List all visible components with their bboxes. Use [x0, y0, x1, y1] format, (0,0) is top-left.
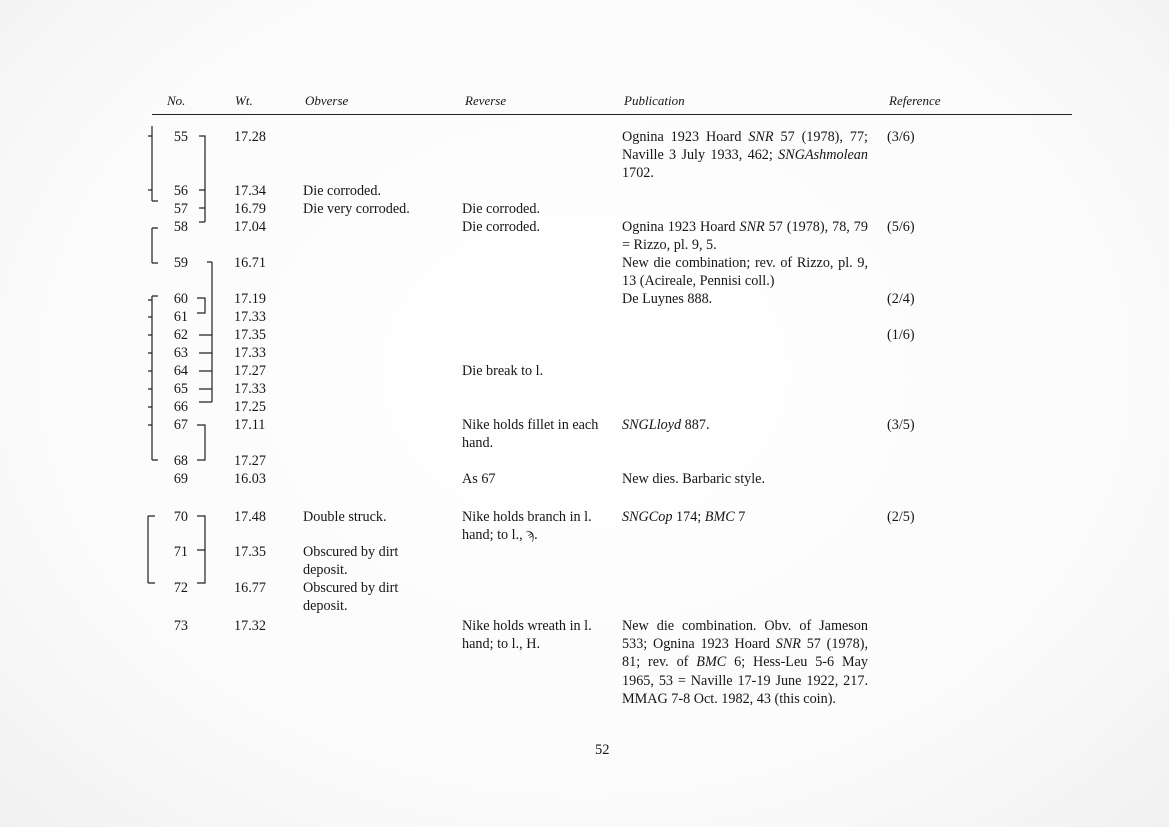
- entry-obverse: Obscured by dirt deposit.: [303, 580, 399, 615]
- entry-number: 61: [173, 309, 188, 325]
- header-publication: Publication: [624, 93, 685, 108]
- entry-weight: 17.19: [234, 291, 266, 307]
- entry-obverse: Die very corroded.: [303, 201, 410, 217]
- entry-number: 62: [173, 327, 188, 343]
- entry-number: 55: [173, 129, 188, 145]
- publication-segment: 7: [734, 509, 746, 525]
- entry-number: 70: [173, 509, 188, 525]
- entry-weight: 17.04: [234, 219, 266, 235]
- publication-segment: SNR: [748, 129, 774, 145]
- entry-weight: 17.27: [234, 453, 266, 469]
- entry-weight: 16.79: [234, 201, 266, 217]
- entry-weight: 17.33: [234, 309, 266, 325]
- publication-segment: New dies. Barbaric style.: [622, 471, 766, 487]
- publication-segment: New die combination; rev. of Rizzo, pl. 9, 13 (Acireale, Pennisi coll.): [622, 255, 868, 290]
- bracket-right-67-68: [197, 425, 205, 460]
- entry-number: 65: [173, 381, 188, 397]
- bracket-left-60-68: [148, 296, 158, 460]
- entry-weight: 17.33: [234, 381, 266, 397]
- entry-weight: 17.25: [234, 399, 266, 415]
- publication-segment: 887.: [681, 417, 710, 433]
- entry-reference: (3/6): [887, 129, 915, 145]
- entry-obverse: Obscured by dirt deposit.: [303, 544, 399, 579]
- entry-reverse: Nike holds wreath in l. hand; to l., H.: [462, 618, 592, 653]
- entry-reverse: Nike holds fillet in each hand.: [462, 417, 599, 452]
- entry-number: 63: [173, 345, 188, 361]
- publication-segment: SNGCop: [622, 509, 673, 525]
- bracket-right-60-61: [197, 298, 205, 313]
- entry-reverse: Die corroded.: [462, 219, 540, 235]
- publication-segment: De Luynes 888.: [622, 291, 713, 307]
- publication-segment: SNR: [739, 219, 765, 235]
- publication-segment: SNGLloyd: [622, 417, 682, 433]
- entry-reference: (1/6): [887, 327, 915, 343]
- entry-number: 71: [173, 544, 188, 560]
- bracket-right-55-58: [199, 136, 205, 222]
- entry-weight: 17.33: [234, 345, 266, 361]
- bracket-right-70-72: [197, 516, 205, 583]
- bracket-right-59-66: [199, 262, 212, 402]
- entry-number: 56: [173, 183, 188, 199]
- entry-obverse: Die corroded.: [303, 183, 381, 199]
- publication-segment: Ognina 1923 Hoard: [622, 129, 749, 145]
- publication-segment: SNR: [775, 636, 801, 653]
- entry-obverse: Double struck.: [303, 509, 387, 525]
- publication-segment: SNGAshmolean: [778, 147, 868, 164]
- entry-number: 72: [173, 580, 188, 596]
- publication-segment: BMC: [696, 654, 727, 671]
- entry-weight: 17.35: [234, 327, 266, 343]
- entry-number: 64: [173, 363, 188, 379]
- publication-segment: 174;: [672, 509, 705, 525]
- entry-number: 59: [173, 255, 188, 271]
- entry-weight: 17.48: [234, 509, 266, 525]
- entry-reference: (2/5): [887, 509, 915, 525]
- entry-reverse: Die break to l.: [462, 363, 544, 379]
- entry-number: 60: [173, 291, 188, 307]
- bracket-left-58-59: [152, 228, 158, 263]
- entry-number: 66: [173, 399, 188, 415]
- entry-reverse: Nike holds branch in l. hand; to l., ϡ.: [462, 509, 592, 544]
- header-no: No.: [167, 93, 186, 108]
- publication-segment: 57 (1978), 77; Naville 3 July 1933, 462;: [622, 129, 868, 164]
- publication-segment: New die combination. Obv. of Jameson 533; Ognina 1923 Hoard: [622, 618, 868, 653]
- entry-reverse: As 67: [462, 471, 496, 487]
- entry-number: 57: [173, 201, 188, 217]
- entry-number: 67: [173, 417, 188, 433]
- publication-segment: BMC: [704, 509, 735, 525]
- entry-reference: (3/5): [887, 417, 915, 433]
- header-weight: Wt.: [235, 93, 253, 108]
- entry-weight: 16.03: [234, 471, 266, 487]
- header-reference: Reference: [889, 93, 941, 108]
- entry-number: 69: [173, 471, 188, 487]
- bracket-left-55-57: [148, 126, 158, 201]
- entry-weight: 16.71: [234, 255, 266, 271]
- header-reverse: Reverse: [465, 93, 507, 108]
- entry-weight: 17.34: [234, 183, 266, 199]
- entry-weight: 17.32: [234, 618, 266, 634]
- entry-reverse: Die corroded.: [462, 201, 540, 217]
- entry-reference: (5/6): [887, 219, 915, 235]
- entry-reference: (2/4): [887, 291, 915, 307]
- entry-number: 73: [173, 618, 188, 634]
- publication-segment: 57 (1978), 81; rev. of: [622, 636, 869, 671]
- publication-segment: 6; Hess-Leu 5-6 May 1965, 53 = Naville 17-19 June 1922, 217. MMAG 7-8 Oct. 1982, 43 (this coin).: [622, 654, 868, 707]
- entry-number: 58: [173, 219, 188, 235]
- entry-weight: 17.28: [234, 129, 266, 145]
- publication-segment: 57 (1978), 78, 79 = Rizzo, pl. 9, 5.: [622, 219, 868, 254]
- publication-segment: Ognina 1923 Hoard: [622, 219, 740, 235]
- bracket-left-70-72: [148, 516, 155, 583]
- entry-number: 68: [173, 453, 188, 469]
- publication-segment: 1702.: [622, 165, 654, 182]
- entry-weight: 17.35: [234, 544, 266, 560]
- page-number: 52: [595, 742, 610, 758]
- header-obverse: Obverse: [305, 93, 349, 108]
- entry-weight: 17.11: [234, 417, 266, 433]
- entry-weight: 17.27: [234, 363, 266, 379]
- entry-weight: 16.77: [234, 580, 266, 596]
